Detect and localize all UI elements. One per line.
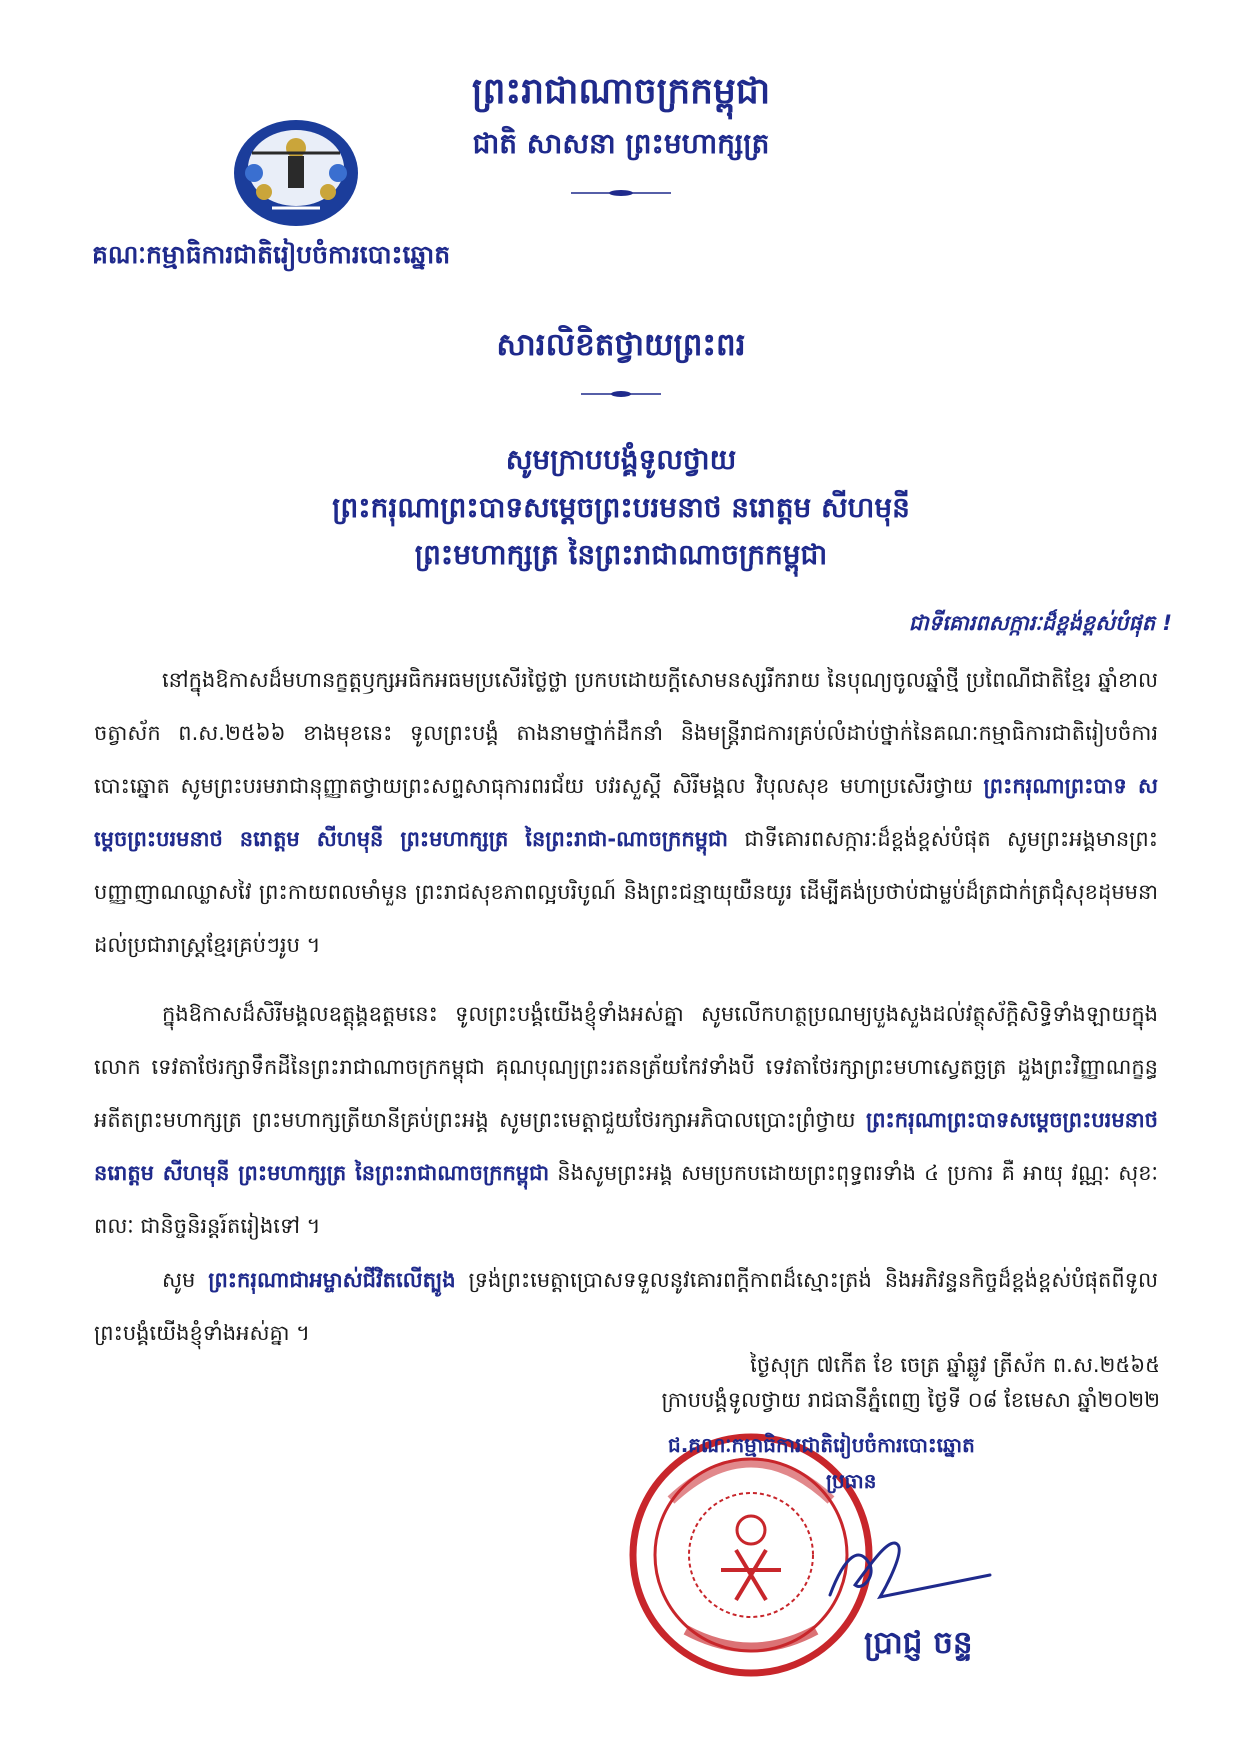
paragraph-3-text-a: សូម <box>162 1268 209 1292</box>
organization-name: គណៈកម្មាធិការជាតិរៀបចំការបោះឆ្នោត <box>92 240 451 269</box>
paragraph-1 <box>94 654 1158 972</box>
address-line-1: សូមក្រាបបង្គំទូលថ្វាយ <box>505 443 737 476</box>
signer-title: ប្រធាន <box>826 1469 877 1493</box>
nec-emblem-logo-icon <box>232 118 360 228</box>
salutation: ជាទីគោរពសក្ការៈដ៏ខ្ពង់ខ្ពស់បំផុត ! <box>908 611 1172 635</box>
signature-icon <box>820 1525 1000 1615</box>
solar-date: ក្រាបបង្គំទូលថ្វាយ រាជធានីភ្នំពេញ ថ្ងៃទី ០៨ ខែមេសា ឆ្នាំ២០២២ <box>661 1388 1160 1412</box>
paragraph-3-text-b: ទ្រង់ព្រះមេត្តាប្រោសទទួលនូវគោរពក្តីកាពដ៏ស្មោះត្រង់ និងអភិវន្ទនកិច្ចដ៏ខ្ពង់ខ្ពស់បំផុតពីទូលព្រះបង្គំយើងខ្ញុំទាំងអស់គ្នា ។ <box>94 1268 1158 1345</box>
address-line-2: ព្រះករុណាព្រះបាទសម្តេចព្រះបរមនាថ នរោត្តម សីហមុនី <box>332 491 910 524</box>
ornament-divider-icon <box>581 389 661 399</box>
paragraph-2-text-a: ក្នុងឱកាសដ៏សិរីមង្គលឧត្តុង្គឧត្តមនេះ ទូលព្រះបង្គំយើងខ្ញុំទាំងអស់គ្នា សូមលើកហត្ថប្រណម្យបួងសួងដល់វត្ថុស័ក្តិសិទ្ធិទាំងឡាយក្នុងលោក ទេវតាថែរក្សាទឹកដីនៃព្រះរាជាណាចក្រកម្ពុជា គុណបុណ្យព្រះរតនត្រ័យកែវទាំងបី ទេវតាថែរក្សាព្រះមហាស្វេតច្ឆត្រ ដួងព្រះវិញ្ញាណក្ខន្ធអតីតព្រះមហាក្សត្រ ព្រះមហាក្សត្រីយានីគ្រប់ព្រះអង្គ សូមព្រះមេត្តាជួយថែរក្សាអភិបាលប្រោះព្រំថ្វាយ <box>94 1002 1158 1132</box>
paragraph-1-text-a: នៅក្នុងឱកាសដ៏មហានក្ខត្តឫក្សអធិកអធមប្រសើរថ្លៃថ្លា ប្រកបដោយក្តីសោមនស្សរីករាយ នៃបុណ្យចូលឆ្នាំថ្មី ប្រពៃណីជាតិខ្មែរ ឆ្នាំខាល ចត្វាស័ក ព.ស.២៥៦៦ ខាងមុខនេះ ទូលព្រះបង្គំ តាងនាមថ្នាក់ដឹកនាំ និងមន្ត្រីរាជការគ្រប់លំដាប់ថ្នាក់នៃគណៈកម្មាធិការជាតិរៀបចំការបោះឆ្នោត សូមព្រះបរមរាជានុញ្ញាតថ្វាយព្រះសព្ទសាធុការពរជ័យ បវរសួស្តី សិរីមង្គល វិបុលសុខ មហាប្រសើរថ្វាយ <box>94 668 1158 798</box>
paragraph-1-text-b: ជាទីគោរពសក្ការៈដ៏ខ្ពង់ខ្ពស់បំផុត សូមព្រះអង្គមានព្រះបញ្ញាញាណឈ្លាសវៃ ព្រះកាយពលមាំមួន ព្រះរាជសុខភាពល្អបរិបូណ៍ និងព្រះជន្មាយុយឺនយូរ ដើម្បីគង់ប្រថាប់ជាម្លប់ដ៏ត្រជាក់ត្រជុំសុខដុមមនាដល់ប្រជារាស្ត្រខ្មែរគ្រប់ៗរូប ។ <box>94 827 1158 957</box>
paragraph-2-king-title: ព្រះករុណាព្រះបាទសម្តេចព្រះបរមនាថ នរោត្តម សីហមុនី ព្រះមហាក្សត្រ នៃព្រះរាជាណាចក្រកម្ពុជា <box>94 1108 1158 1185</box>
lunar-date: ថ្ងៃសុក្រ ៧កើត ខែ ចេត្រ ឆ្នាំឆ្លូវ ត្រីស័ក ព.ស.២៥៦៥ <box>750 1353 1160 1377</box>
motto-heading: ជាតិ សាសនា ព្រះមហាក្សត្រ <box>472 127 770 160</box>
signer-organization: ជ.គណៈកម្មាធិការជាតិរៀបចំការបោះឆ្នោត <box>668 1433 975 1457</box>
paragraph-3-king-title: ព្រះករុណាជាអម្ចាស់ជីវិតលើត្បូង <box>208 1268 456 1292</box>
paragraph-1-king-title: ព្រះករុណាព្រះបាទ សម្តេចព្រះបរមនាថ នរោត្តម សីហមុនី ព្រះមហាក្សត្រ នៃព្រះរាជា-ណាចក្រកម្ពុជា <box>94 774 1158 851</box>
paragraph-3 <box>94 1254 1158 1360</box>
ornament-divider-icon <box>571 188 671 198</box>
address-line-3: ព្រះមហាក្សត្រ នៃព្រះរាជាណាចក្រកម្ពុជា <box>414 538 828 571</box>
paragraph-2 <box>94 988 1158 1253</box>
kingdom-heading: ព្រះរាជាណាចក្រកម្ពុជា <box>471 71 771 112</box>
signer-name: ប្រាជ្ញ ចន្ទ <box>864 1625 973 1661</box>
document-title: សារលិខិតថ្វាយព្រះពរ <box>496 327 746 363</box>
paragraph-2-text-b: និងសូមព្រះអង្គ សមប្រកបដោយព្រះពុទ្ធពរទាំង ៤ ប្រការ គឺ អាយុ វណ្ណៈ សុខៈ ពលៈ ជានិច្ចនិរន្តរ៍តរៀងទៅ ។ <box>94 1161 1158 1238</box>
